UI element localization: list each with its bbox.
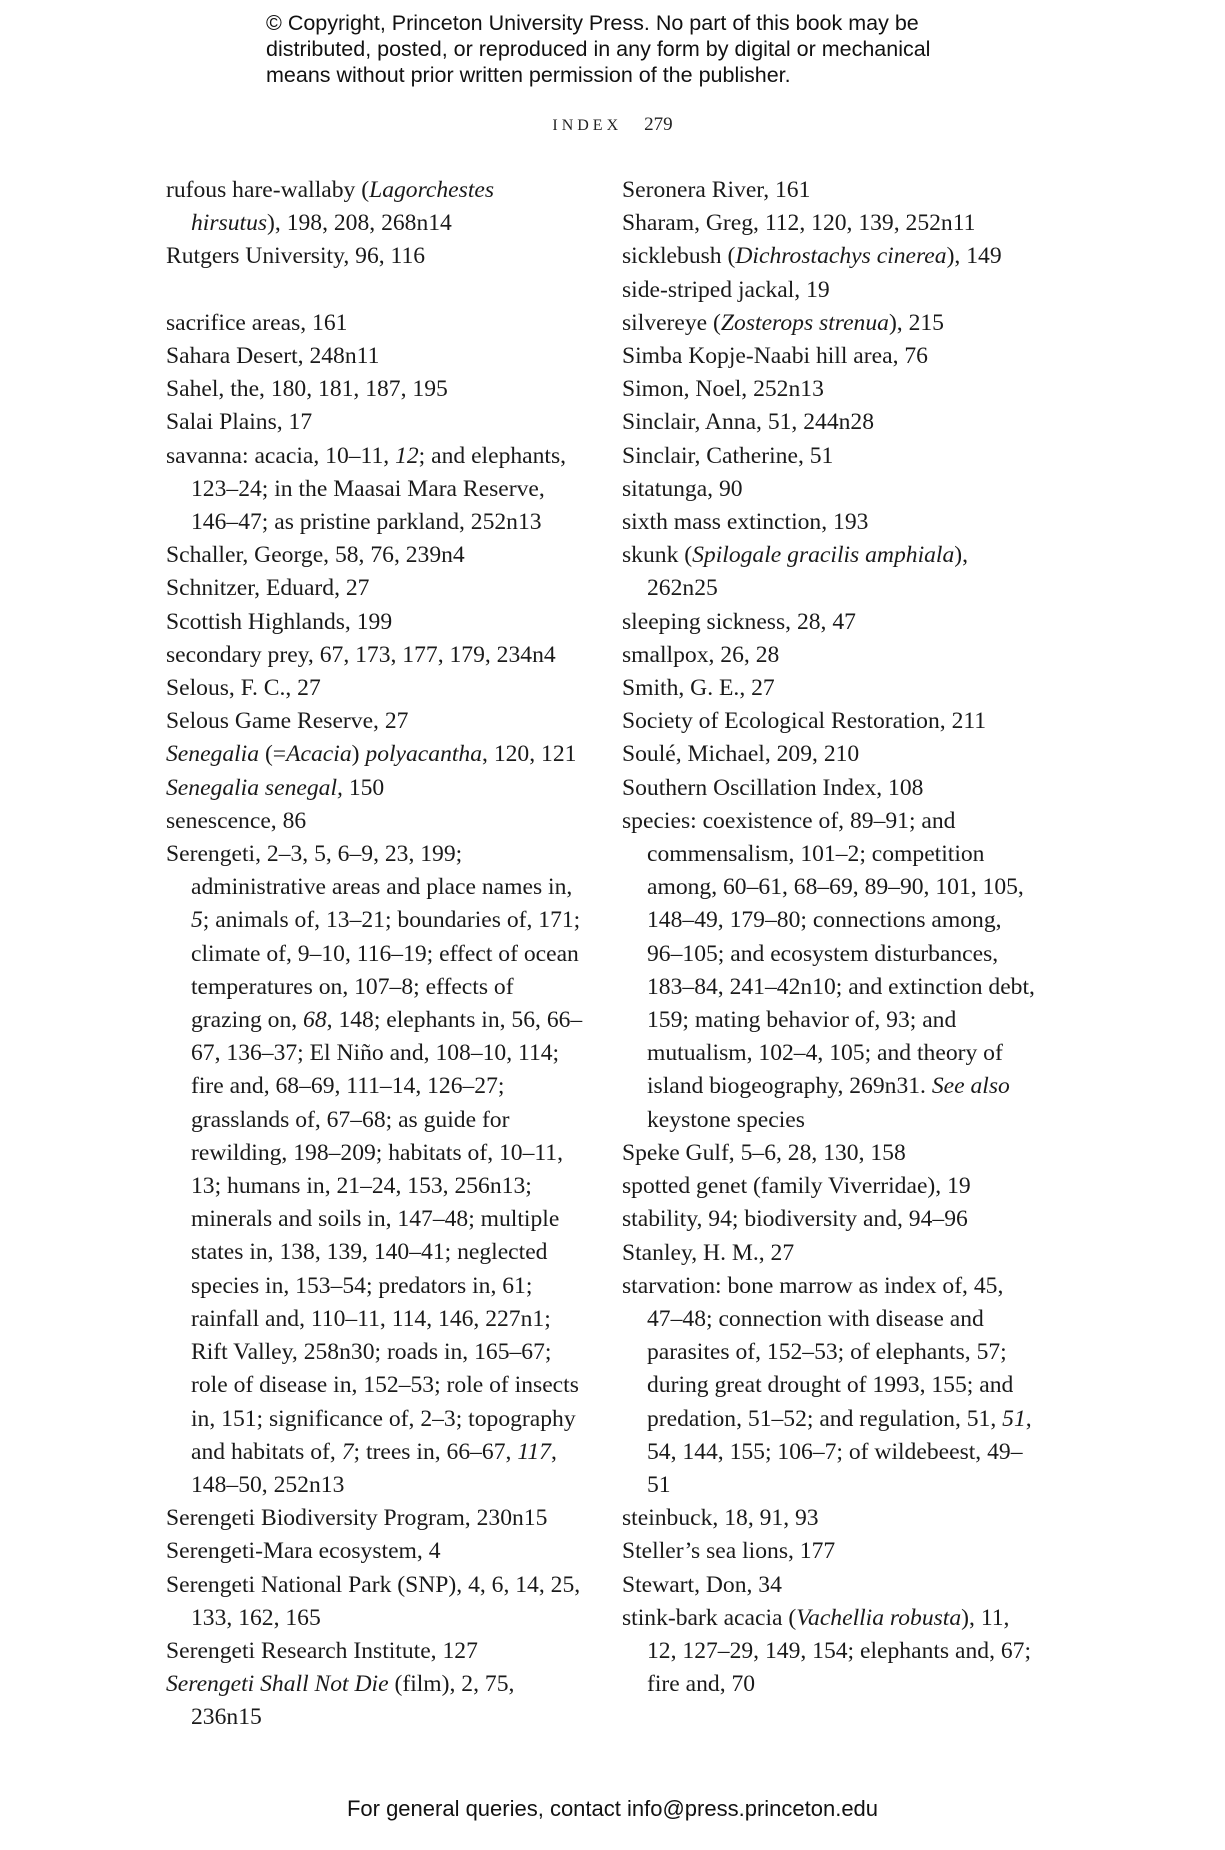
index-entry xyxy=(622,805,1042,1137)
index-entry-text: Serengeti National Park (SNP), 4, 6, 14, 25, 133, 162, 165 xyxy=(166,1571,581,1631)
index-entry xyxy=(622,174,1042,207)
index-entry-text: Soulé, Michael, 209, 210 xyxy=(622,741,860,768)
index-entry-italic-text: 5 xyxy=(191,907,203,934)
index-entry xyxy=(622,240,1042,273)
index-entry xyxy=(166,1535,584,1568)
index-entry-text: ), 198, 208, 268n14 xyxy=(267,210,452,237)
index-entry-italic-text: See also xyxy=(931,1073,1010,1100)
index-entry-text: steinbuck, 18, 91, 93 xyxy=(622,1505,819,1532)
index-entry-text: Speke Gulf, 5–6, 28, 130, 158 xyxy=(622,1139,906,1166)
index-entry-text: stink-bark acacia ( xyxy=(622,1604,797,1631)
index-entry-text: Serengeti Biodiversity Program, 230n15 xyxy=(166,1505,548,1532)
index-entry xyxy=(622,307,1042,340)
index-entry-text: (film), 2, 75, 236n15 xyxy=(191,1671,515,1731)
index-entry-text: Rutgers University, 96, 116 xyxy=(166,243,426,270)
index-entry-text: sixth mass extinction, 193 xyxy=(622,509,869,536)
index-entry xyxy=(622,506,1042,539)
index-entry xyxy=(622,340,1042,373)
index-entry xyxy=(166,738,584,771)
index-entry-italic-text: Serengeti Shall Not Die xyxy=(166,1671,389,1698)
index-entry xyxy=(622,606,1042,639)
index-entry-text: , 120, 121 xyxy=(482,741,577,768)
index-entry-text: Scottish Highlands, 199 xyxy=(166,608,393,635)
index-entry-text: ) xyxy=(351,741,366,768)
index-entry-text: Sinclair, Catherine, 51 xyxy=(622,442,834,469)
index-entry-italic-text: Spilogale gracilis amphiala xyxy=(692,542,955,569)
index-entry xyxy=(622,1237,1042,1270)
index-entry-italic-text: Lagorchestes hirsutus xyxy=(191,177,495,237)
index-entry-text: Simba Kopje-Naabi hill area, 76 xyxy=(622,343,928,370)
index-entry xyxy=(166,1502,584,1535)
index-entry-text: Sinclair, Anna, 51, 244n28 xyxy=(622,409,875,436)
index-entry xyxy=(166,307,584,340)
index-entry-text: sicklebush ( xyxy=(622,243,736,270)
index-entry xyxy=(622,1203,1042,1236)
index-entry-text: Serengeti-Mara ecosystem, 4 xyxy=(166,1538,441,1565)
index-entry xyxy=(166,1569,584,1635)
index-entry xyxy=(622,772,1042,805)
index-entry-text: ), 262n25 xyxy=(647,542,969,602)
index-entry-text: Stewart, Don, 34 xyxy=(622,1571,782,1598)
index-entry-text: starvation: bone marrow as index of, 45, 47–48; connection with disease and parasites of, 152–53; of elephants, 57; during great drought of 1993, 155; and predation, 51–52; and regulation, 51, xyxy=(622,1272,1014,1432)
index-entry-italic-text: 12 xyxy=(395,442,419,469)
index-entry xyxy=(622,1502,1042,1535)
index-entry xyxy=(166,174,584,240)
index-entry xyxy=(166,440,584,540)
index-entry-text: secondary prey, 67, 173, 177, 179, 234n4 xyxy=(166,641,556,668)
index-entry xyxy=(166,373,584,406)
section-label: INDEX xyxy=(552,117,623,134)
index-entry-text: Seronera River, 161 xyxy=(622,177,811,203)
index-entry-text: Stanley, H. M., 27 xyxy=(622,1239,795,1266)
index-entry-italic-text: Vachellia robusta xyxy=(796,1604,962,1631)
index-entry-text: Sahara Desert, 248n11 xyxy=(166,343,380,369)
index-entry xyxy=(622,705,1042,738)
index-entry-text: Society of Ecological Restoration, 211 xyxy=(622,708,987,735)
index-entry xyxy=(166,1635,584,1668)
index-entry-text: ), 149 xyxy=(946,243,1002,270)
index-entry xyxy=(622,440,1042,473)
index-entry-text: sleeping sickness, 28, 47 xyxy=(622,608,856,635)
index-entry-text: Salai Plains, 17 xyxy=(166,409,313,436)
index-entry xyxy=(166,572,584,605)
index-entry-text: Smith, G. E., 27 xyxy=(622,675,775,702)
index-entry xyxy=(622,1270,1042,1502)
index-entry-italic-text: polyacantha xyxy=(365,741,483,768)
index-entry-text: , 54, 144, 155; 106–7; of wildebeest, 49–51 xyxy=(647,1405,1032,1498)
index-entry-italic-text: Dichrostachys cinerea xyxy=(735,243,947,270)
index-entry-text: side-striped jackal, 19 xyxy=(622,276,830,303)
index-entry-text: rufous hare-wallaby ( xyxy=(166,177,370,203)
page-number: 279 xyxy=(644,114,673,135)
index-entry-italic-text: Senegalia senegal, xyxy=(166,774,343,801)
footer-contact: For general queries, contact info@press.princeton.edu xyxy=(346,1796,879,1821)
index-column-right xyxy=(622,174,1042,1701)
index-entry xyxy=(622,473,1042,506)
index-entry-text: species: coexistence of, 89–91; and commensalism, 101–2; competition among, 60–61, 68–69, 89–90, 101, 105, 148–49, 179–80; connections among, 96–105; and ecosystem disturbances, 183–84, 241–42n10; and extinction debt, 159; mating behavior of, 93; and mutualism, 102–4, 105; and theory of island biogeography, 269n31. xyxy=(622,807,1035,1100)
index-entry xyxy=(166,406,584,439)
index-entry-text: Sahel, the, 180, 181, 187, 195 xyxy=(166,376,448,403)
index-entry-text: smallpox, 26, 28 xyxy=(622,641,780,668)
index-entry xyxy=(622,639,1042,672)
index-entry-text: (= xyxy=(259,741,287,768)
index-entry-text: savanna: acacia, 10–11, xyxy=(166,442,396,469)
index-entry xyxy=(622,373,1042,406)
index-column-left xyxy=(166,174,584,1735)
index-entry-italic-text: 51 xyxy=(1002,1405,1026,1432)
index-entry xyxy=(622,1170,1042,1203)
index-entry xyxy=(622,1602,1042,1702)
index-entry xyxy=(166,639,584,672)
index-entry-text: ; and elephants, 123–24; in the Maasai Mara Reserve, 146–47; as pristine parkland, 252n13 xyxy=(191,442,567,536)
index-entry-text: ), 215 xyxy=(888,309,944,336)
index-entry-text: senescence, 86 xyxy=(166,807,307,834)
index-entry xyxy=(622,539,1042,605)
index-entry xyxy=(166,838,584,1502)
index-entry-italic-text: Senegalia xyxy=(166,741,260,768)
copyright-line: © Copyright, Princeton University Press. No part of this book may be xyxy=(266,11,919,35)
index-entry-text: 150 xyxy=(342,774,385,801)
index-entry xyxy=(622,1569,1042,1602)
index-entry-text: Simon, Noel, 252n13 xyxy=(622,376,824,403)
index-entry-italic-text: 117 xyxy=(517,1438,551,1465)
index-entry xyxy=(166,805,584,838)
index-entry-text: keystone species xyxy=(647,1106,805,1133)
index-entry-text: ; trees in, 66–67, xyxy=(353,1438,518,1465)
index-entry-text: skunk ( xyxy=(622,542,693,569)
index-entry xyxy=(166,240,584,273)
index-entry xyxy=(622,1535,1042,1568)
index-entry-text: sacrifice areas, 161 xyxy=(166,309,348,336)
copyright-line: distributed, posted, or reproduced in any form by digital or mechanical xyxy=(266,37,931,61)
index-entry-text: silvereye ( xyxy=(622,309,721,336)
index-entry-text: sitatunga, 90 xyxy=(622,475,743,502)
index-entry-italic-text: Acacia xyxy=(286,741,352,768)
index-entry-text: ), 11, 12, 127–29, 149, 154; elephants and, 67; fire and, 70 xyxy=(647,1604,1032,1698)
index-entry-text: Schaller, George, 58, 76, 239n4 xyxy=(166,542,465,569)
running-head xyxy=(0,114,1225,136)
index-entry-text: Southern Oscillation Index, 108 xyxy=(622,774,924,801)
index-entry xyxy=(622,207,1042,240)
index-entry xyxy=(622,738,1042,771)
index-entry xyxy=(166,340,584,373)
index-entry xyxy=(622,672,1042,705)
index-entry-text: Sharam, Greg, 112, 120, 139, 252n11 xyxy=(622,210,976,237)
index-entry-italic-text: Zosterops strenua xyxy=(720,309,889,336)
index-entry xyxy=(622,1137,1042,1170)
index-entry-text: Selous, F. C., 27 xyxy=(166,675,321,702)
index-entry-text: Schnitzer, Eduard, 27 xyxy=(166,575,370,602)
index-entry xyxy=(622,406,1042,439)
index-entry xyxy=(166,539,584,572)
index-entry xyxy=(166,606,584,639)
index-entry-text: ; animals of, 13–21; boundaries of, 171; climate of, 9–10, 116–19; effect of ocean temperatures on, 107–8; effects of grazing on, xyxy=(191,907,581,1034)
index-entry-italic-text: 68 xyxy=(303,1007,327,1034)
copyright-notice xyxy=(266,10,1026,88)
index-entry xyxy=(166,705,584,738)
index-entry xyxy=(622,274,1042,307)
index-entry xyxy=(166,672,584,705)
index-entry xyxy=(166,1668,584,1734)
index-entry-text: Serengeti, 2–3, 5, 6–9, 23, 199; administrative areas and place names in, xyxy=(166,841,573,901)
index-entry-text: spotted genet (family Viverridae), 19 xyxy=(622,1173,971,1200)
index-entry xyxy=(166,772,584,805)
index-entry-text: Serengeti Research Institute, 127 xyxy=(166,1637,478,1664)
copyright-line: means without prior written permission of the publisher. xyxy=(266,63,791,87)
index-entry-text: , 148; elephants in, 56, 66–67, 136–37; El Niño and, 108–10, 114; fire and, 68–69, 111–14, 126–27; grasslands of, 67–68; as guide for rewilding, 198–209; habitats of, 10–11, 13; humans in, 21–24, 153, 256n13; minerals and soils in, 147–48; multiple states in, 138, 139, 140–41; neglected species in, 153–54; predators in, 61; rainfall and, 110–11, 114, 146, 227n1; Rift Valley, 258n30; roads in, 165–67; role of disease in, 152–53; role of insects in, 151; significance of, 2–3; topography and habitats of, xyxy=(191,1007,583,1465)
index-entry-text: Steller’s sea lions, 177 xyxy=(622,1538,836,1565)
index-entry-italic-text: 7 xyxy=(341,1438,354,1465)
index-entry-text: Selous Game Reserve, 27 xyxy=(166,708,409,735)
index-entry-text: , 148–50, 252n13 xyxy=(191,1438,557,1498)
index-entry-text: stability, 94; biodiversity and, 94–96 xyxy=(622,1206,968,1233)
